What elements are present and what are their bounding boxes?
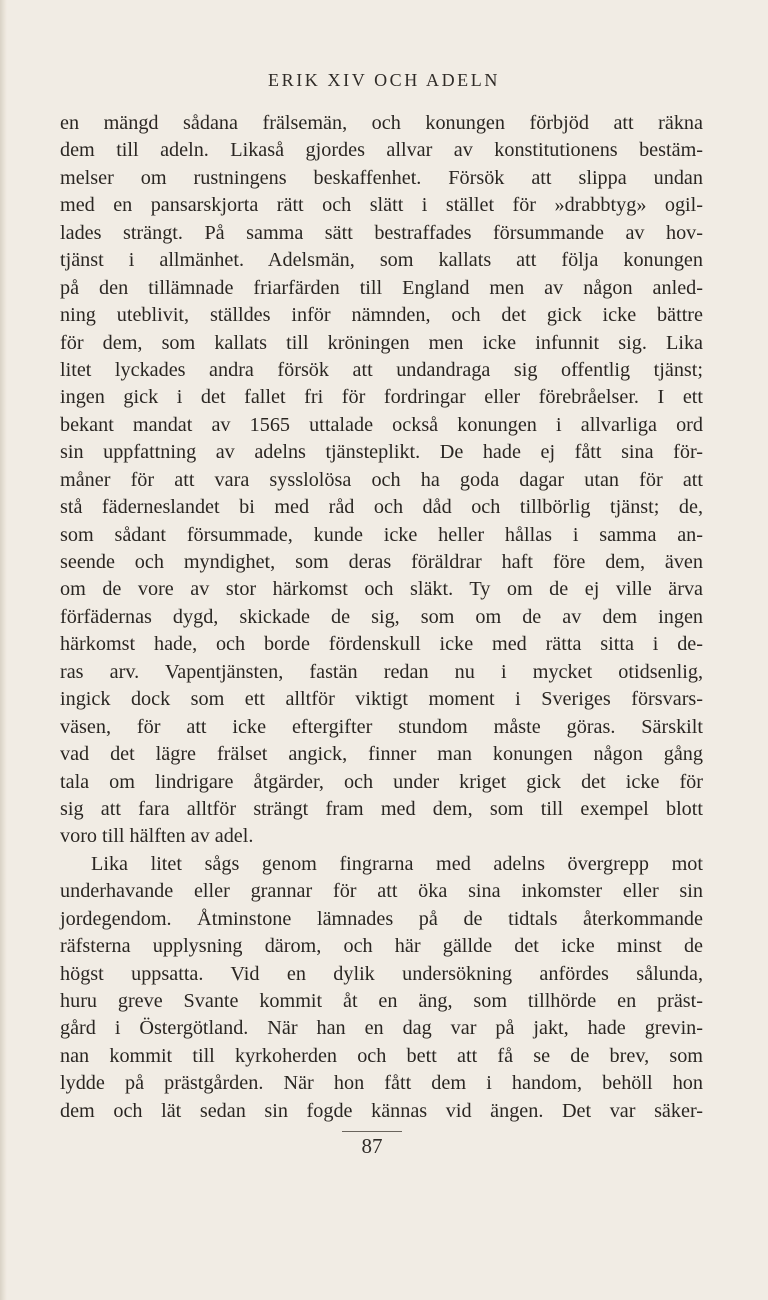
- text-line: vad det lägre frälset angick, finner man konungen någon gång: [60, 743, 703, 766]
- text-line: ingen gick i det fallet fri för fordringar eller förebråelser. I ett: [60, 386, 703, 409]
- text-line: underhavande eller grannar för att öka sina inkomster eller sin: [60, 880, 703, 903]
- text-line: väsen, för att icke eftergifter stundom måste göras. Särskilt: [60, 715, 703, 738]
- text-line: härkomst hade, och borde fördenskull icke med rätta sitta i de-: [60, 633, 703, 656]
- text-line: seende och myndighet, som deras föräldrar haft före dem, även: [60, 551, 703, 573]
- text-line: litet lyckades andra försök att undandraga sig offentlig tjänst;: [60, 358, 703, 381]
- page-gutter-edge: [0, 0, 7, 1300]
- text-line: sig att fara alltför strängt fram med dem, som till exempel blott: [60, 797, 703, 820]
- text-line: om de vore av stor härkomst och släkt. Ty om de ej ville ärva: [60, 578, 703, 601]
- text-line: lydde på prästgården. När hon fått dem i handom, behöll hon: [60, 1072, 703, 1095]
- paragraph-end-line: voro till hälften av adel.: [60, 825, 254, 848]
- text-line: en mängd sådana frälsemän, och konungen förbjöd att räkna: [60, 112, 703, 134]
- text-line: tjänst i allmänhet. Adelsmän, som kallats att följa konungen: [60, 249, 703, 272]
- text-line: på den tillämnade friarfärden till England men av någon anled-: [60, 276, 703, 299]
- text-line: sin uppfattning av adelns tjänsteplikt. De hade ej fått sina för-: [60, 441, 703, 464]
- text-line: högst uppsatta. Vid en dylik undersökning anfördes sålunda,: [60, 962, 703, 985]
- text-line: lades strängt. På samma sätt bestraffades försummande av hov-: [60, 221, 703, 244]
- body-text: [60, 110, 703, 1125]
- text-line: bekant mandat av 1565 uttalade också konungen i allvarliga ord: [60, 413, 703, 436]
- text-line: förfädernas dygd, skickade de sig, som om de av dem ingen: [60, 605, 703, 628]
- text-line: räfsterna upplysning därom, och här gällde det icke minst de: [60, 935, 703, 958]
- running-header: ERIK XIV OCH ADELN: [268, 70, 500, 90]
- text-line: med en pansarskjorta rätt och slätt i stället för »drabbtyg» ogil-: [60, 194, 703, 217]
- text-line: för dem, som kallats till kröningen men icke infunnit sig. Lika: [60, 331, 703, 354]
- text-line: måner för att vara sysslolösa och ha goda dagar utan för att: [60, 468, 703, 491]
- folio-rule: [342, 1131, 402, 1132]
- text-line: gård i Östergötland. När han en dag var på jakt, hade grevin-: [60, 1017, 703, 1040]
- text-line: melser om rustningens beskaffenhet. Försök att slippa undan: [60, 166, 703, 189]
- text-line: ras arv. Vapentjänsten, fastän redan nu i mycket otidsenlig,: [60, 660, 703, 683]
- text-line: dem till adeln. Likaså gjordes allvar av konstitutionens bestäm-: [60, 139, 703, 162]
- text-line: huru greve Svante kommit åt en äng, som tillhörde en präst-: [60, 990, 703, 1012]
- paragraph-start-line: Lika litet sågs genom fingrarna med adelns övergrepp mot: [91, 852, 703, 875]
- text-line: stå fäderneslandet bi med råd och dåd och tillbörlig tjänst; de,: [60, 496, 703, 519]
- text-line: ning uteblivit, ställdes inför nämnden, och det gick icke bättre: [60, 304, 703, 327]
- text-line: jordegendom. Åtminstone lämnades på de tidtals återkommande: [60, 907, 703, 930]
- text-line: tala om lindrigare åtgärder, och under kriget gick det icke för: [60, 770, 703, 793]
- text-line: ingick dock som ett alltför viktigt moment i Sveriges försvars-: [60, 688, 703, 711]
- text-line: som sådant försummade, kunde icke heller hållas i samma an-: [60, 523, 703, 546]
- text-line: nan kommit till kyrkoherden och bett att få se de brev, som: [60, 1044, 703, 1067]
- page-number: 87: [361, 1134, 383, 1158]
- text-line: dem och lät sedan sin fogde kännas vid ängen. Det var säker-: [60, 1099, 703, 1122]
